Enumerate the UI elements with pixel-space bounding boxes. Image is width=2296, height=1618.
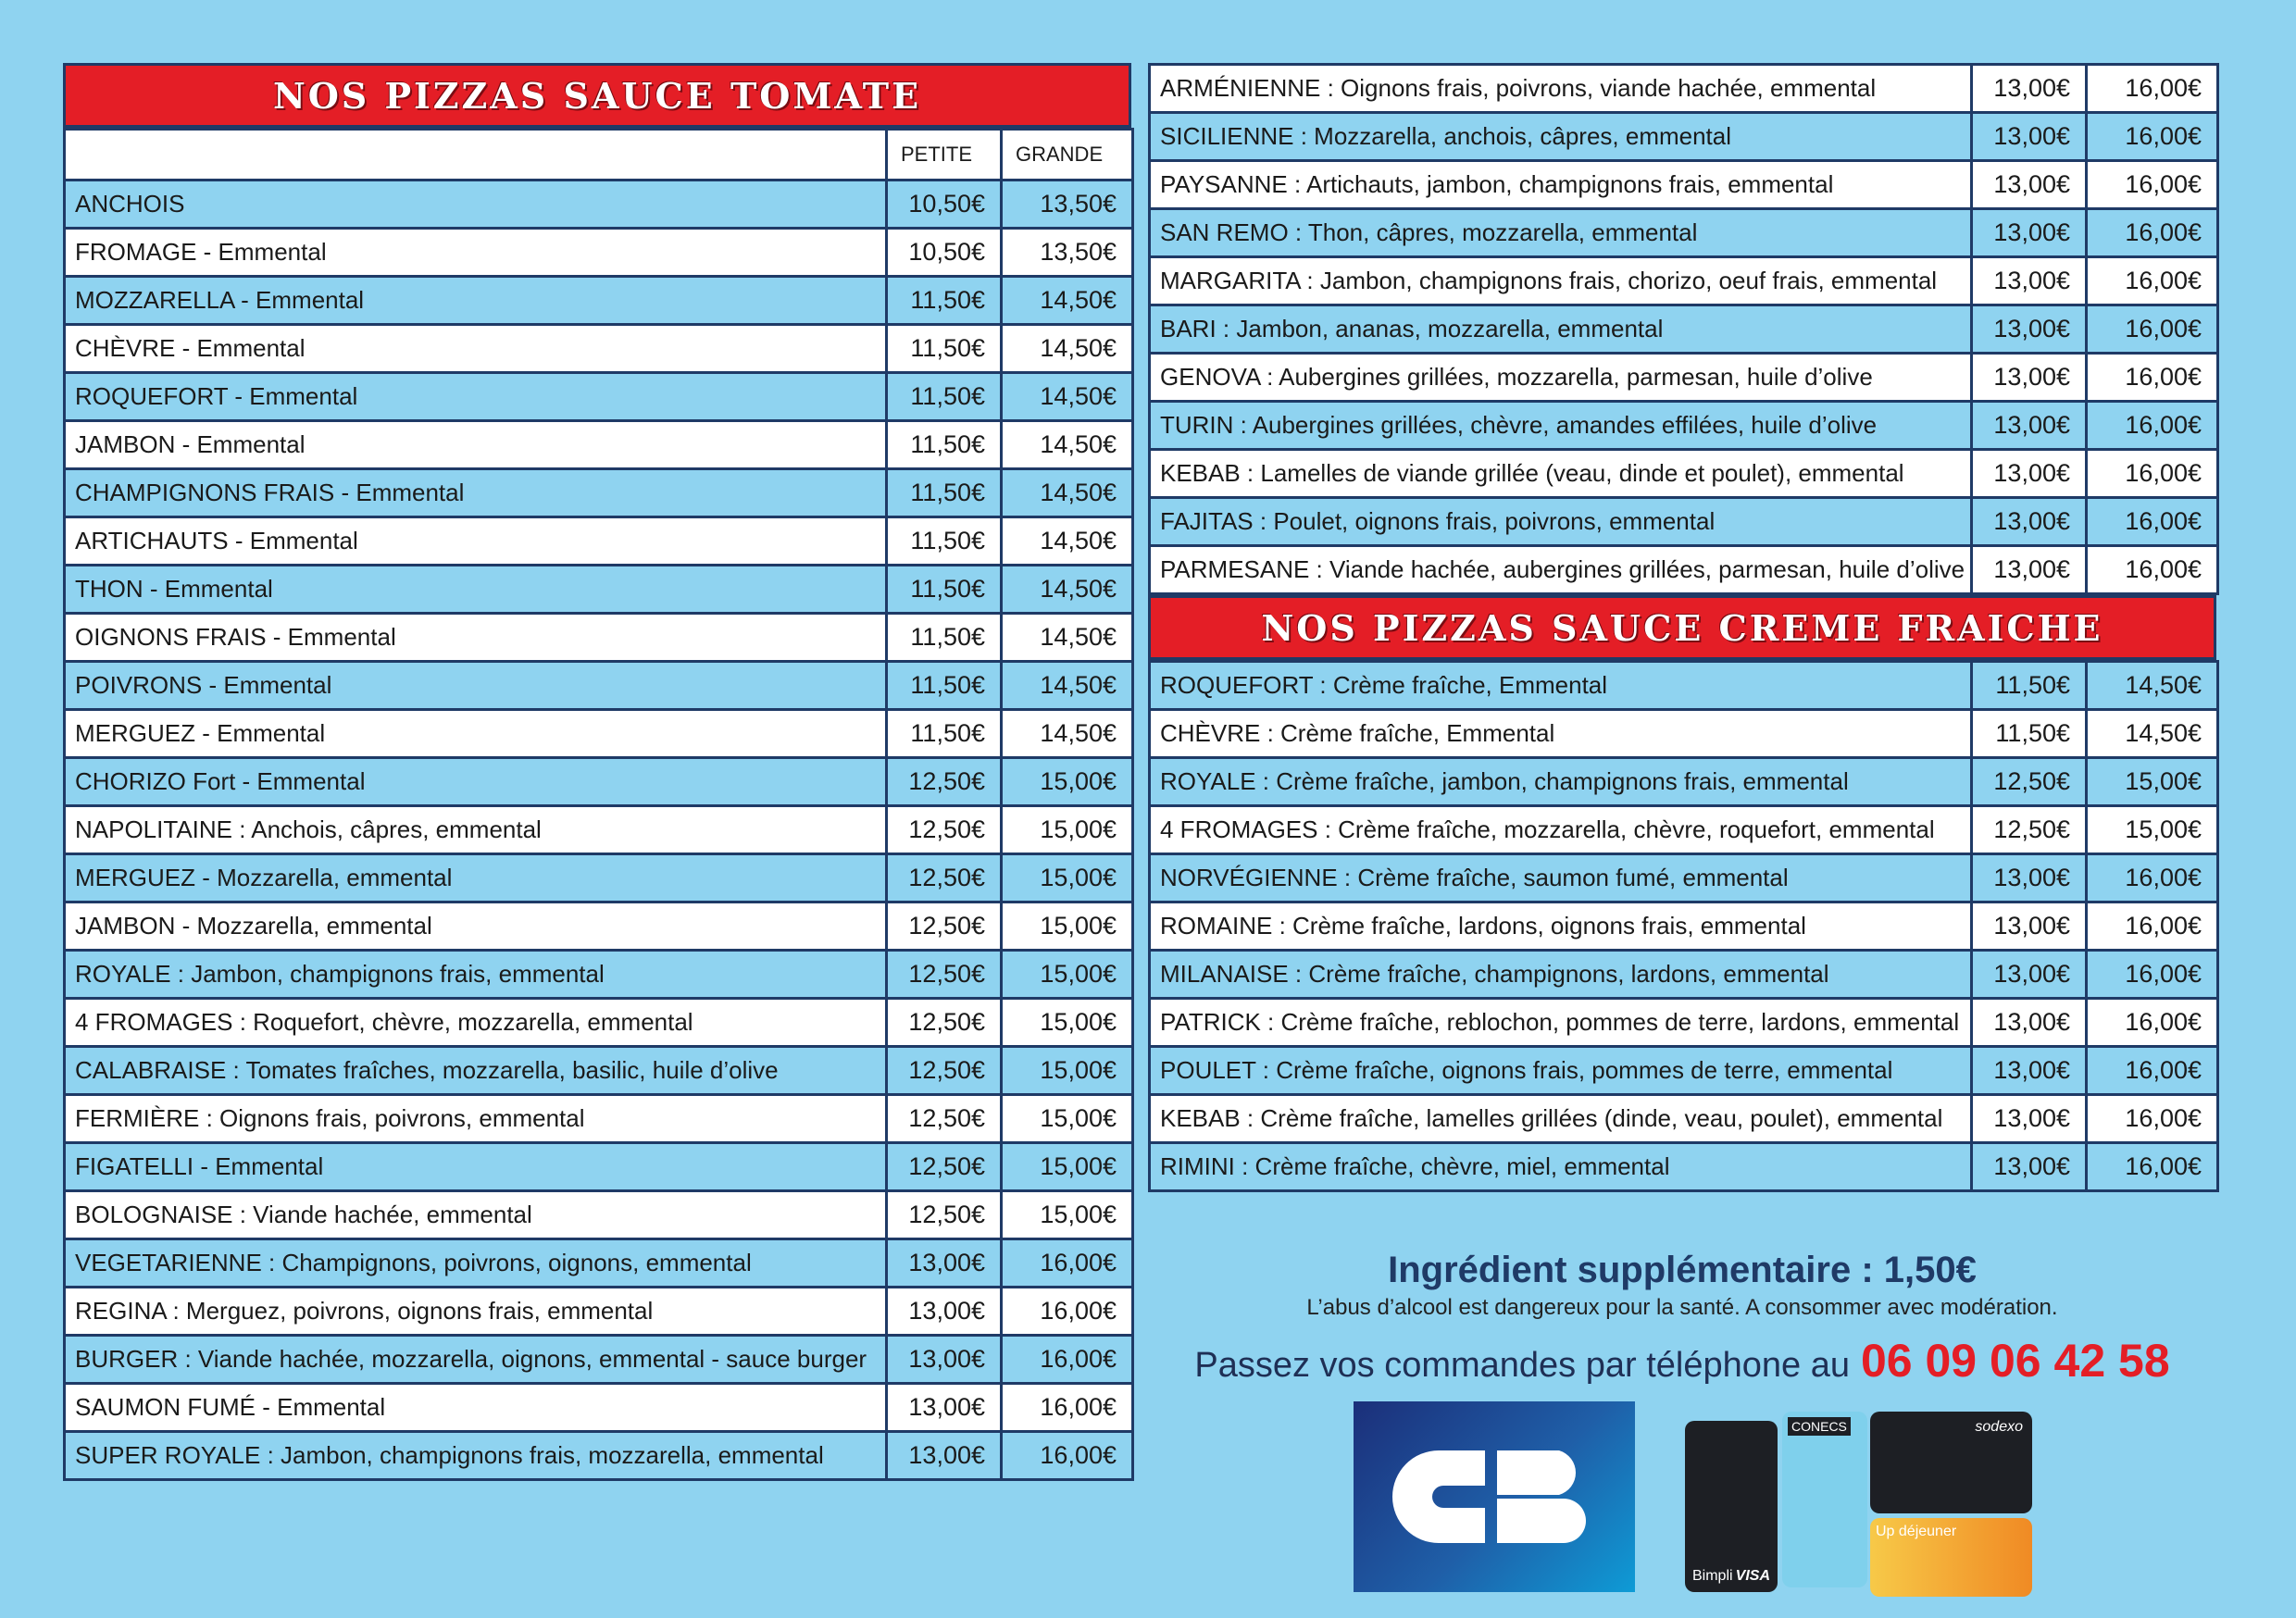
price-petite-cell: 11,50€ [887,373,1002,421]
price-petite-cell: 13,00€ [1972,161,2087,209]
pizza-name-cell: ROQUEFORT - Emmental [65,373,887,421]
card-visa-label: VISA [1735,1568,1770,1584]
price-grande-cell: 14,50€ [1002,469,1133,517]
pizza-name-cell: ROQUEFORT : Crème fraîche, Emmental [1150,662,1972,710]
pizza-name-cell: MOZZARELLA - Emmental [65,277,887,325]
card-bimpli [1685,1421,1778,1592]
price-petite-cell: 13,00€ [1972,1047,2087,1095]
table-row [1150,498,2218,546]
price-petite-cell: 13,00€ [1972,1143,2087,1191]
price-grande-cell: 15,00€ [1002,854,1133,902]
price-petite-cell: 12,50€ [887,1191,1002,1239]
price-petite-cell: 13,00€ [1972,450,2087,498]
right-menu-panel [1148,63,2216,1192]
price-petite-cell: 12,50€ [887,999,1002,1047]
table-row [1150,257,2218,305]
price-petite-cell: 13,00€ [887,1384,1002,1432]
price-petite-cell: 13,00€ [1972,65,2087,113]
price-grande-cell: 14,50€ [1002,373,1133,421]
card-up-label: Up déjeuner [1876,1524,1957,1539]
creme-price-table [1148,660,2219,1192]
pizza-name-cell: CHORIZO Fort - Emmental [65,758,887,806]
pizza-name-cell: RIMINI : Crème fraîche, chèvre, miel, emmental [1150,1143,1972,1191]
price-petite-cell: 11,50€ [887,421,1002,469]
table-row [65,1191,1133,1239]
tomato-menu-panel [63,63,1131,1481]
price-grande-cell: 14,50€ [1002,662,1133,710]
price-petite-cell: 11,50€ [887,710,1002,758]
table-row [1150,305,2218,354]
table-row [1150,662,2218,710]
pizza-name-cell: SAN REMO : Thon, câpres, mozzarella, emmental [1150,209,1972,257]
price-petite-cell: 13,00€ [887,1239,1002,1288]
table-row [1150,806,2218,854]
table-row [1150,113,2218,161]
cb-logo-icon [1354,1401,1635,1592]
card-sodexo-label: sodexo [1975,1419,2023,1435]
pizza-name-cell: MARGARITA : Jambon, champignons frais, chorizo, oeuf frais, emmental [1150,257,1972,305]
price-grande-cell: 15,00€ [1002,806,1133,854]
table-row [65,999,1133,1047]
price-grande-cell: 16,00€ [2087,999,2218,1047]
table-row [1150,1047,2218,1095]
price-grande-cell: 16,00€ [2087,951,2218,999]
price-petite-cell: 13,00€ [887,1336,1002,1384]
table-row [65,806,1133,854]
price-grande-cell: 14,50€ [1002,325,1133,373]
pizza-name-cell: PATRICK : Crème fraîche, reblochon, pommes de terre, lardons, emmental [1150,999,1972,1047]
price-petite-cell: 12,50€ [887,902,1002,951]
table-row [65,1143,1133,1191]
price-petite-cell: 11,50€ [887,325,1002,373]
price-grande-cell: 16,00€ [2087,1143,2218,1191]
pizza-name-cell: SAUMON FUMÉ - Emmental [65,1384,887,1432]
table-row [1150,951,2218,999]
price-petite-cell: 11,50€ [887,614,1002,662]
price-petite-cell: 11,50€ [887,469,1002,517]
table-row [1150,710,2218,758]
price-grande-cell: 14,50€ [1002,566,1133,614]
price-grande-cell: 15,00€ [1002,1095,1133,1143]
pizza-name-cell: JAMBON - Emmental [65,421,887,469]
price-grande-cell: 16,00€ [1002,1432,1133,1480]
price-petite-cell: 13,00€ [1972,1095,2087,1143]
card-conecs-label: CONECS [1788,1417,1851,1436]
creme-section-title: NOS PIZZAS SAUCE CREME FRAICHE [1148,595,2216,660]
price-petite-cell: 12,50€ [1972,758,2087,806]
price-grande-cell: 15,00€ [1002,1191,1133,1239]
price-grande-cell: 16,00€ [1002,1239,1133,1288]
col-header-grande: GRANDE [1002,130,1133,180]
price-grande-cell: 14,50€ [2087,662,2218,710]
pizza-name-cell: 4 FROMAGES : Crème fraîche, mozzarella, chèvre, roquefort, emmental [1150,806,1972,854]
price-petite-cell: 11,50€ [887,277,1002,325]
card-bimpli-label: Bimpli [1692,1568,1733,1584]
price-grande-cell: 16,00€ [2087,161,2218,209]
table-row [1150,402,2218,450]
price-grande-cell: 13,50€ [1002,180,1133,229]
table-row [65,1288,1133,1336]
price-petite-cell: 11,50€ [1972,662,2087,710]
price-grande-cell: 16,00€ [1002,1384,1133,1432]
pizza-name-cell: REGINA : Merguez, poivrons, oignons frais, emmental [65,1288,887,1336]
table-row [1150,854,2218,902]
price-petite-cell: 12,50€ [887,1047,1002,1095]
price-petite-cell: 11,50€ [1972,710,2087,758]
pizza-name-cell: OIGNONS FRAIS - Emmental [65,614,887,662]
pizza-name-cell: MERGUEZ - Mozzarella, emmental [65,854,887,902]
price-petite-cell: 12,50€ [887,854,1002,902]
price-petite-cell: 10,50€ [887,180,1002,229]
price-grande-cell: 16,00€ [1002,1336,1133,1384]
table-row [65,277,1133,325]
price-grande-cell: 15,00€ [1002,1047,1133,1095]
order-line [1148,1334,2216,1388]
price-petite-cell: 13,00€ [1972,546,2087,594]
price-grande-cell: 14,50€ [1002,517,1133,566]
pizza-name-cell: GENOVA : Aubergines grillées, mozzarella, parmesan, huile d’olive [1150,354,1972,402]
table-row [65,710,1133,758]
price-grande-cell: 14,50€ [2087,710,2218,758]
price-grande-cell: 15,00€ [1002,999,1133,1047]
price-grande-cell: 15,00€ [1002,1143,1133,1191]
tomato-cont-price-table [1148,63,2219,595]
pizza-name-cell: ROYALE : Jambon, champignons frais, emmental [65,951,887,999]
price-petite-cell: 13,00€ [887,1432,1002,1480]
table-row [1150,999,2218,1047]
price-petite-cell: 11,50€ [887,517,1002,566]
phone-number[interactable]: 06 09 06 42 58 [1860,1335,2170,1387]
card-sodexo [1870,1412,2032,1513]
price-petite-cell: 12,50€ [887,758,1002,806]
table-row [65,951,1133,999]
price-petite-cell: 12,50€ [887,1095,1002,1143]
cb-mark-icon [1388,1441,1601,1552]
table-row [65,902,1133,951]
price-grande-cell: 16,00€ [2087,113,2218,161]
price-petite-cell: 13,00€ [1972,402,2087,450]
price-grande-cell: 16,00€ [2087,354,2218,402]
price-petite-cell: 13,00€ [1972,113,2087,161]
pizza-name-cell: ROMAINE : Crème fraîche, lardons, oignons frais, emmental [1150,902,1972,951]
card-conecs [1782,1412,1867,1587]
pizza-name-cell: PARMESANE : Viande hachée, aubergines grillées, parmesan, huile d’olive [1150,546,1972,594]
table-row [65,1239,1133,1288]
table-row [65,1384,1133,1432]
table-row [65,325,1133,373]
price-grande-cell: 16,00€ [2087,305,2218,354]
pizza-name-cell: PAYSANNE : Artichauts, jambon, champignons frais, emmental [1150,161,1972,209]
pizza-name-cell: ARMÉNIENNE : Oignons frais, poivrons, viande hachée, emmental [1150,65,1972,113]
pizza-name-cell: CHAMPIGNONS FRAIS - Emmental [65,469,887,517]
pizza-name-cell: SICILIENNE : Mozzarella, anchois, câpres, emmental [1150,113,1972,161]
price-petite-cell: 13,00€ [1972,209,2087,257]
pizza-name-cell: FROMAGE - Emmental [65,229,887,277]
alcohol-warning: L’abus d’alcool est dangereux pour la santé. A consommer avec modération. [1306,1295,2058,1320]
price-petite-cell: 13,00€ [1972,257,2087,305]
pizza-name-cell: JAMBON - Mozzarella, emmental [65,902,887,951]
supplement-price: Ingrédient supplémentaire : 1,50€ [1388,1250,1977,1290]
table-row [1150,1095,2218,1143]
price-petite-cell: 11,50€ [887,662,1002,710]
price-grande-cell: 16,00€ [1002,1288,1133,1336]
pizza-name-cell: TURIN : Aubergines grillées, chèvre, amandes effilées, huile d’olive [1150,402,1972,450]
table-row [65,373,1133,421]
pizza-name-cell: KEBAB : Crème fraîche, lamelles grillées (dinde, veau, poulet), emmental [1150,1095,1972,1143]
tomato-section-title: NOS PIZZAS SAUCE TOMATE [63,63,1131,128]
pizza-name-cell: MILANAISE : Crème fraîche, champignons, lardons, emmental [1150,951,1972,999]
pizza-name-cell: BOLOGNAISE : Viande hachée, emmental [65,1191,887,1239]
pizza-name-cell: THON - Emmental [65,566,887,614]
table-row [65,229,1133,277]
price-grande-cell: 13,50€ [1002,229,1133,277]
pizza-name-cell: CHÈVRE : Crème fraîche, Emmental [1150,710,1972,758]
pizza-name-cell: ANCHOIS [65,180,887,229]
price-petite-cell: 13,00€ [1972,305,2087,354]
table-row [65,566,1133,614]
price-petite-cell: 12,50€ [1972,806,2087,854]
price-grande-cell: 15,00€ [1002,902,1133,951]
table-row [65,662,1133,710]
card-up-dejeuner [1870,1518,2032,1597]
table-row [1150,546,2218,594]
table-row [1150,902,2218,951]
pizza-name-cell: CHÈVRE - Emmental [65,325,887,373]
pizza-name-cell: FAJITAS : Poulet, oignons frais, poivrons, emmental [1150,498,1972,546]
pizza-name-cell: BURGER : Viande hachée, mozzarella, oignons, emmental - sauce burger [65,1336,887,1384]
price-petite-cell: 10,50€ [887,229,1002,277]
pizza-name-cell: POULET : Crème fraîche, oignons frais, pommes de terre, emmental [1150,1047,1972,1095]
price-grande-cell: 16,00€ [2087,402,2218,450]
table-row [65,421,1133,469]
header-blank-cell [65,130,887,180]
price-petite-cell: 13,00€ [1972,354,2087,402]
order-info [1148,1250,2216,1388]
table-row [1150,758,2218,806]
table-row [1150,209,2218,257]
pizza-name-cell: POIVRONS - Emmental [65,662,887,710]
price-petite-cell: 12,50€ [887,1143,1002,1191]
pizza-name-cell: NAPOLITAINE : Anchois, câpres, emmental [65,806,887,854]
table-row [65,180,1133,229]
price-grande-cell: 14,50€ [1002,614,1133,662]
price-grande-cell: 14,50€ [1002,421,1133,469]
price-grande-cell: 15,00€ [2087,806,2218,854]
pizza-name-cell: VEGETARIENNE : Champignons, poivrons, oignons, emmental [65,1239,887,1288]
table-row [65,1095,1133,1143]
table-row [65,758,1133,806]
pizza-name-cell: BARI : Jambon, ananas, mozzarella, emmental [1150,305,1972,354]
pizza-name-cell: FERMIÈRE : Oignons frais, poivrons, emmental [65,1095,887,1143]
price-grande-cell: 14,50€ [1002,277,1133,325]
price-grande-cell: 16,00€ [2087,65,2218,113]
price-grande-cell: 16,00€ [2087,1095,2218,1143]
table-row [1150,450,2218,498]
table-row [65,854,1133,902]
meal-voucher-cards [1685,1412,2037,1597]
price-petite-cell: 13,00€ [887,1288,1002,1336]
tomato-price-table [63,128,1134,1481]
table-row [65,614,1133,662]
price-grande-cell: 16,00€ [2087,257,2218,305]
price-grande-cell: 15,00€ [1002,758,1133,806]
price-grande-cell: 15,00€ [1002,951,1133,999]
price-petite-cell: 13,00€ [1972,951,2087,999]
table-row [65,1047,1133,1095]
pizza-name-cell: SUPER ROYALE : Jambon, champignons frais, mozzarella, emmental [65,1432,887,1480]
table-row [1150,354,2218,402]
price-grande-cell: 16,00€ [2087,450,2218,498]
pizza-name-cell: MERGUEZ - Emmental [65,710,887,758]
table-row [65,1432,1133,1480]
price-grande-cell: 15,00€ [2087,758,2218,806]
price-petite-cell: 13,00€ [1972,854,2087,902]
price-grande-cell: 16,00€ [2087,1047,2218,1095]
price-petite-cell: 13,00€ [1972,999,2087,1047]
col-header-petite: PETITE [887,130,1002,180]
table-header-row [65,130,1133,180]
table-row [1150,1143,2218,1191]
price-grande-cell: 16,00€ [2087,546,2218,594]
table-row [65,1336,1133,1384]
pizza-name-cell: NORVÉGIENNE : Crème fraîche, saumon fumé, emmental [1150,854,1972,902]
price-petite-cell: 13,00€ [1972,902,2087,951]
table-row [1150,65,2218,113]
price-petite-cell: 12,50€ [887,951,1002,999]
price-petite-cell: 11,50€ [887,566,1002,614]
order-text: Passez vos commandes par téléphone au [1194,1346,1850,1385]
table-row [65,517,1133,566]
price-grande-cell: 14,50€ [1002,710,1133,758]
price-grande-cell: 16,00€ [2087,209,2218,257]
price-petite-cell: 12,50€ [887,806,1002,854]
pizza-name-cell: ARTICHAUTS - Emmental [65,517,887,566]
price-grande-cell: 16,00€ [2087,854,2218,902]
pizza-name-cell: CALABRAISE : Tomates fraîches, mozzarella, basilic, huile d’olive [65,1047,887,1095]
price-grande-cell: 16,00€ [2087,498,2218,546]
price-grande-cell: 16,00€ [2087,902,2218,951]
pizza-name-cell: KEBAB : Lamelles de viande grillée (veau, dinde et poulet), emmental [1150,450,1972,498]
table-row [1150,161,2218,209]
pizza-name-cell: 4 FROMAGES : Roquefort, chèvre, mozzarella, emmental [65,999,887,1047]
pizza-name-cell: FIGATELLI - Emmental [65,1143,887,1191]
table-row [65,469,1133,517]
price-petite-cell: 13,00€ [1972,498,2087,546]
pizza-name-cell: ROYALE : Crème fraîche, jambon, champignons frais, emmental [1150,758,1972,806]
